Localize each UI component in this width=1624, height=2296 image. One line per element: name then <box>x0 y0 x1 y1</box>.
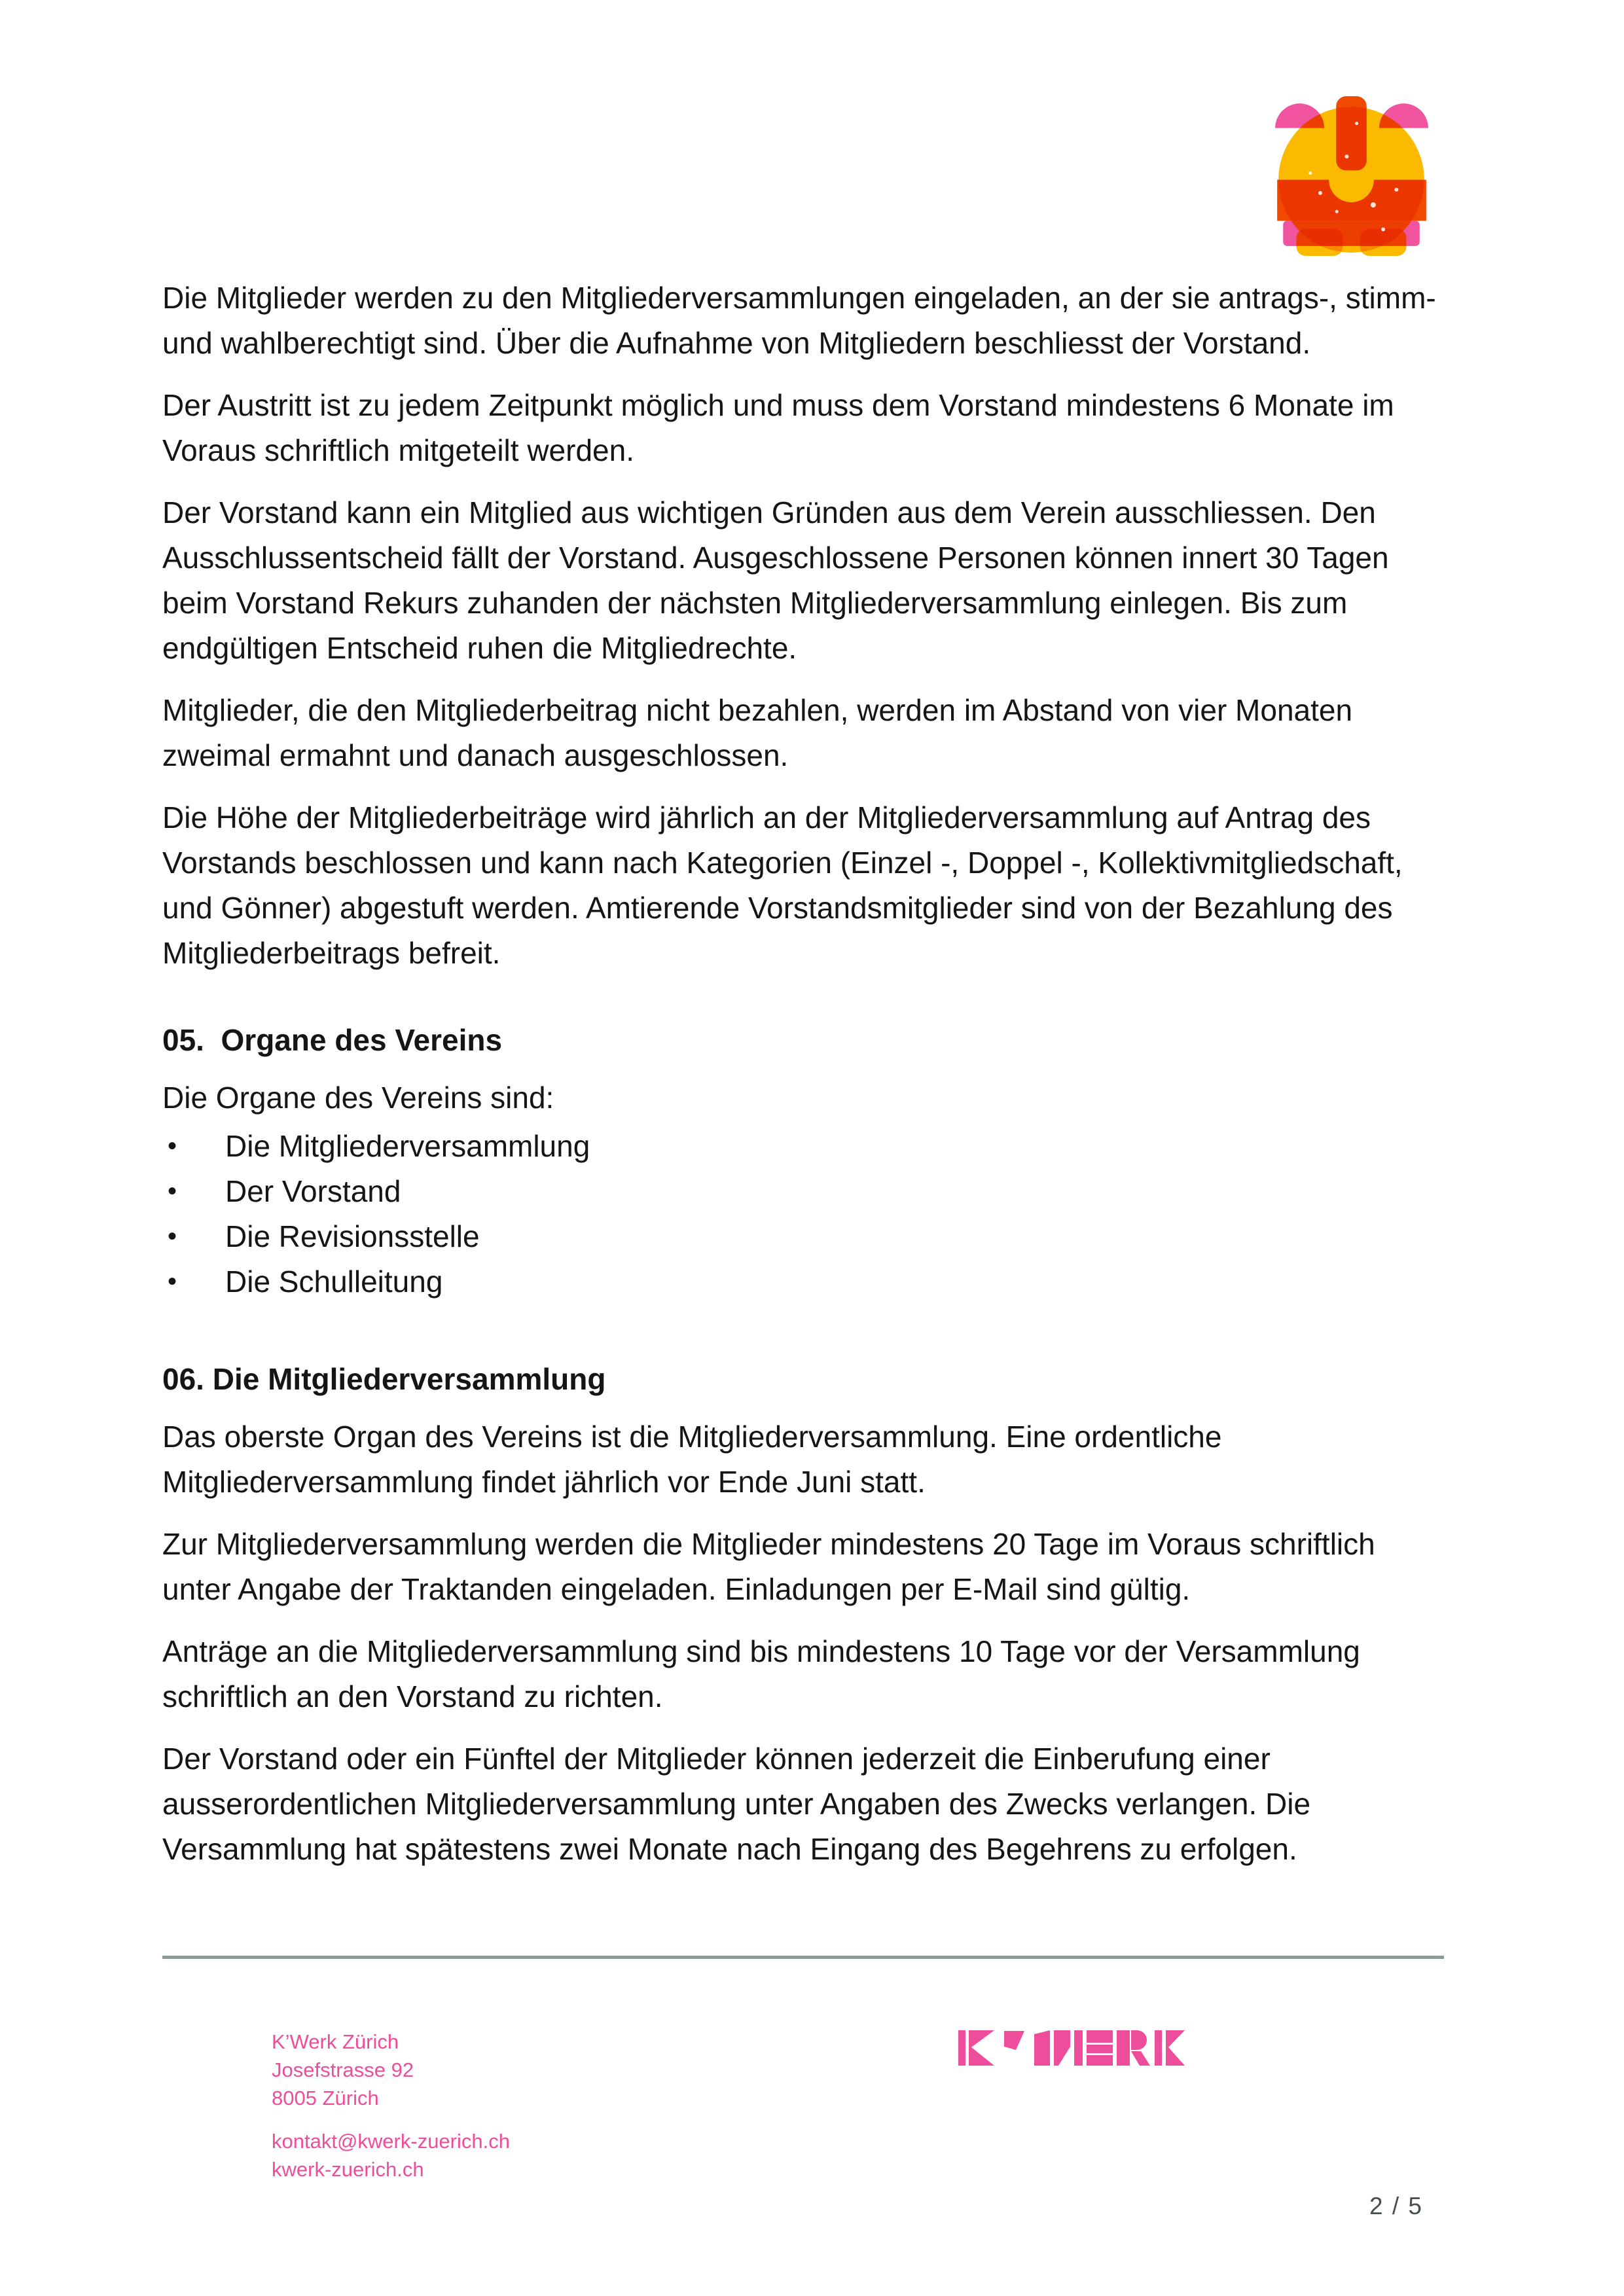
paragraph-motions-deadline: Anträge an die Mitgliederversammlung sind bis mindestens 10 Tage vor der Versammlung schriftlich an den Vorstand zu richten. <box>162 1634 1360 1713</box>
paragraph-fee-amount: Die Höhe der Mitgliederbeiträge wird jährlich an der Mitgliederversammlung auf Antrag des Vorstands beschlossen und kann nach Kategorien (Einzel -, Doppel -, Kollektivmitgliedschaft, und Gönner) abgestuft werden. Amtierende Vorstandsmitglieder sind von der Bezahlung des Mitgliederbeitrags befreit. <box>162 800 1403 970</box>
list-item-mitgliederversammlung: • Die Mitgliederversammlung <box>162 1124 1466 1169</box>
paragraph-exclusion: Der Vorstand kann ein Mitglied aus wichtigen Gründen aus dem Verein ausschliessen. Den Ausschlussentscheid fällt der Vorstand. Ausgeschlossene Personen können innert 30 Tagen beim Vorstand Rekurs zuhanden der nächsten Mitgliederversammlung einlegen. Bis zum endgültigen Entscheid ruhen die Mitgliedrechte. <box>162 495 1389 665</box>
section-heading-06-mitgliederversammlung: 06. Die Mitgliederversammlung <box>162 1362 606 1396</box>
organs-intro-text: Die Organe des Vereins sind: <box>162 1081 554 1115</box>
paragraph-unpaid-fees: Mitglieder, die den Mitgliederbeitrag nicht bezahlen, werden im Abstand von vier Monaten zweimal ermahnt und danach ausgeschlossen. <box>162 693 1353 772</box>
section-heading-05-organe-des-vereins: 05. Organe des Vereins <box>162 1023 503 1057</box>
list-item-vorstand: • Der Vorstand <box>162 1169 1466 1214</box>
organs-bullet-list <box>162 1124 1466 1304</box>
footer-divider-line <box>162 1956 1444 1959</box>
paragraph-membership-invitation: Die Mitglieder werden zu den Mitgliederversammlungen eingeladen, an der sie antrags-, stimm- und wahlberechtigt sind. Über die Aufnahme von Mitgliedern beschliesst der Vorstand. <box>162 281 1436 360</box>
paragraph-supreme-organ: Das oberste Organ des Vereins ist die Mitgliederversammlung. Eine ordentliche Mitgliederversammlung findet jährlich vor Ende Juni statt. <box>162 1420 1222 1499</box>
paragraph-invitation-deadline: Zur Mitgliederversammlung werden die Mitglieder mindestens 20 Tage im Voraus schriftlich unter Angabe der Traktanden eingeladen. Einladungen per E-Mail sind gültig. <box>162 1527 1375 1606</box>
list-item-schulleitung: • Die Schulleitung <box>162 1259 1466 1304</box>
page-number-indicator: 2 / 5 <box>1369 2193 1423 2219</box>
document-body <box>162 276 1466 1889</box>
paragraph-resignation: Der Austritt ist zu jedem Zeitpunkt möglich und muss dem Vorstand mindestens 6 Monate im Voraus schriftlich mitgeteilt werden. <box>162 388 1394 467</box>
kwerk-wordmark-logo-icon <box>958 2030 1185 2066</box>
footer-contact-block: kontakt@kwerk-zuerich.ch kwerk-zuerich.ch <box>272 2130 510 2181</box>
list-item-revisionsstelle: • Die Revisionsstelle <box>162 1214 1466 1259</box>
paragraph-extraordinary-assembly: Der Vorstand oder ein Fünftel der Mitglieder können jederzeit die Einberufung einer ausserordentlichen Mitgliederversammlung unter Angaben des Zwecks verlangen. Die Versammlung hat spätestens zwei Monate nach Eingang des Begehrens zu erfolgen. <box>162 1742 1311 1866</box>
kwerk-mascot-logo-icon <box>1274 94 1430 256</box>
footer-address-block: K’Werk Zürich Josefstrasse 92 8005 Zürich <box>272 2030 414 2109</box>
